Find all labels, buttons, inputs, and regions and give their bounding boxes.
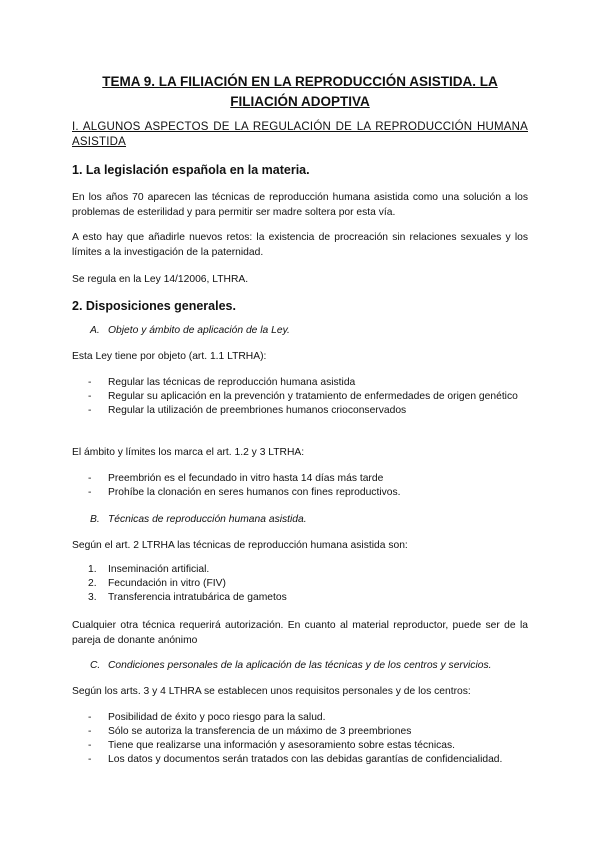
list-item: - Sólo se autoriza la transferencia de un máximo de 3 preembriones [88,726,412,737]
heading-legislacion: 1. La legislación española en la materia. [72,163,310,177]
list-ambito [72,472,528,500]
list-dash: - [88,377,92,388]
document-title: TEMA 9. LA FILIACIÓN EN LA REPRODUCCIÓN ASISTIDA. LA FILIACIÓN ADOPTIVA [102,74,498,109]
paragraph-ambito-intro: El ámbito y límites los marca el art. 1.2 y 3 LTRHA: [72,447,305,458]
list-dash: - [88,391,92,402]
list-requisitos [72,711,528,767]
list-item: - Regular la utilización de preembriones humanos crioconservados [88,405,407,416]
subheading-marker: A. [90,325,100,336]
list-dash: - [88,712,92,723]
subheading-text: Objeto y ámbito de aplicación de la Ley. [108,325,290,336]
list-item: - Preembrión es el fecundado in vitro hasta 14 días más tarde [88,473,384,484]
paragraph-otra-tecnica: Cualquier otra técnica requerirá autorización. En cuanto al material reproductor, puede ser de la pareja de donante anónimo [72,620,528,646]
list-objeto [72,376,528,418]
paragraph-objeto-intro: Esta Ley tiene por objeto (art. 1.1 LTRHA): [72,351,267,362]
subheading-condiciones [90,659,491,673]
list-item: 1. Inseminación artificial. [88,564,210,575]
list-dash: - [88,740,92,751]
list-item: 2. Fecundación in vitro (FIV) [88,578,226,589]
heading-disposiciones: 2. Disposiciones generales. [72,299,236,313]
paragraph-anos-70: En los años 70 aparecen las técnicas de reproducción humana asistida como una solución a los problemas de esterilidad y para permitir ser madre soltera por esta vía. [72,192,528,218]
list-dash: - [88,473,92,484]
list-number: 2. [88,578,97,589]
paragraph-ley: Se regula en la Ley 14/12006, LTHRA. [72,274,249,285]
list-tecnicas [72,563,528,605]
subheading-text: Técnicas de reproducción humana asistida. [108,514,307,525]
list-item: - Los datos y documentos serán tratados con las debidas garantías de confidencialidad. [88,754,503,765]
subheading-tecnicas [90,513,307,527]
list-item: 3. Transferencia intratubárica de gametos [88,592,287,603]
paragraph-nuevos-retos: A esto hay que añadirle nuevos retos: la existencia de procreación sin relaciones sexuales y los límites a la investigación de la paternidad. [72,232,528,258]
section-heading: I. ALGUNOS ASPECTOS DE LA REGULACIÓN DE LA REPRODUCCIÓN HUMANA ASISTIDA [72,121,528,148]
list-dash: - [88,726,92,737]
list-item: - Regular las técnicas de reproducción humana asistida [88,377,356,388]
subheading-objeto [90,324,290,338]
paragraph-tecnicas-intro: Según el art. 2 LTRHA las técnicas de reproducción humana asistida son: [72,540,408,551]
list-number: 1. [88,564,97,575]
subheading-marker: B. [90,514,100,525]
list-dash: - [88,487,92,498]
subheading-marker: C. [90,660,101,671]
list-item: - Posibilidad de éxito y poco riesgo para la salud. [88,712,326,723]
list-dash: - [88,754,92,765]
list-number: 3. [88,592,97,603]
paragraph-requisitos-intro: Según los arts. 3 y 4 LTHRA se establecen unos requisitos personales y de los centros: [72,686,471,697]
subheading-text: Condiciones personales de la aplicación de las técnicas y de los centros y servicios. [108,660,492,671]
list-item: - Tiene que realizarse una información y asesoramiento sobre estas técnicas. [88,740,456,751]
list-item: - Regular su aplicación en la prevención y tratamiento de enfermedades de origen genético [88,391,518,402]
list-item: - Prohíbe la clonación en seres humanos con fines reproductivos. [88,487,401,498]
list-dash: - [88,405,92,416]
